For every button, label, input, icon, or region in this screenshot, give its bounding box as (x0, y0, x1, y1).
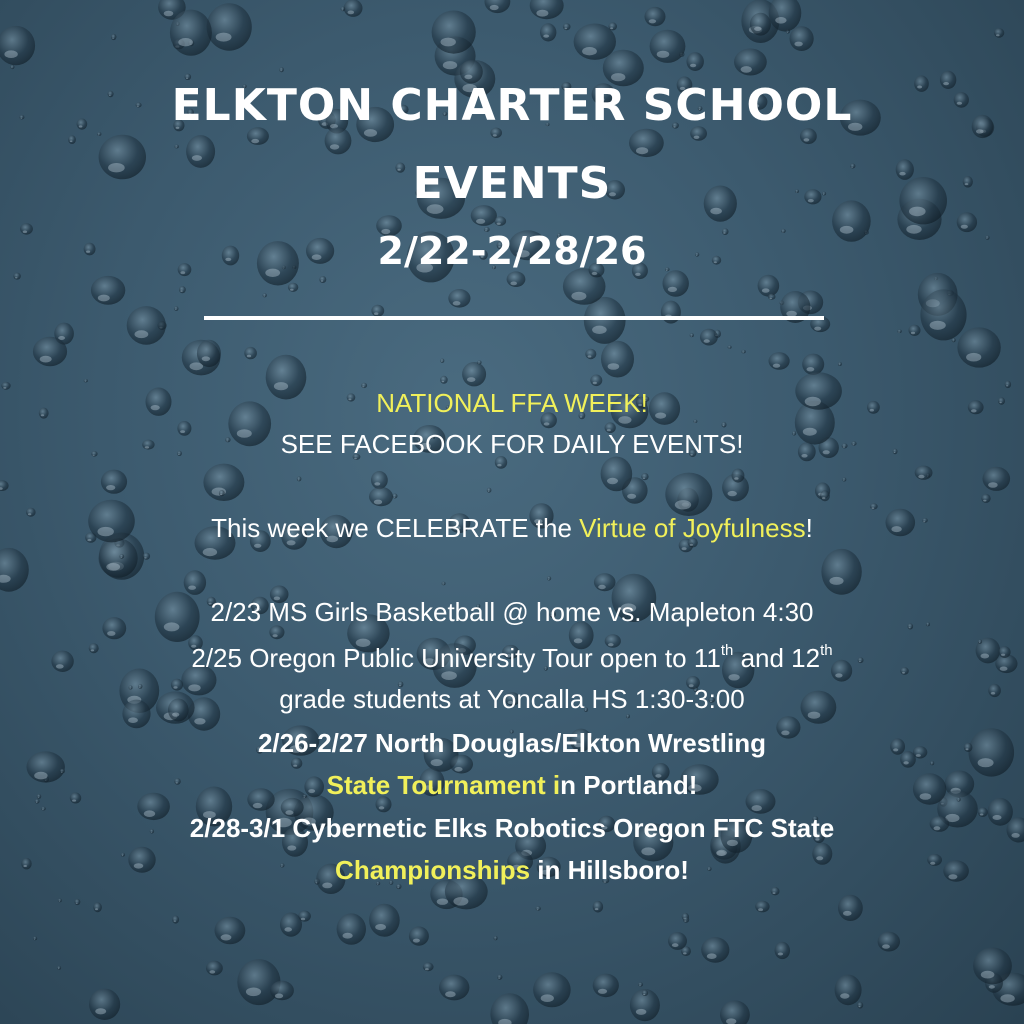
event-basketball: 2/23 MS Girls Basketball @ home vs. Mapleton 4:30 (210, 597, 814, 627)
event-tour-text-2: and 12 (733, 643, 821, 673)
event-tour-sup-1: th (720, 642, 734, 659)
virtue-suffix: ! (805, 513, 813, 543)
divider (204, 316, 824, 320)
title-line-2: EVENTS (412, 158, 612, 209)
event-robotics-highlight: Championships (335, 855, 531, 885)
virtue-prefix: This week we CELEBRATE the (211, 513, 580, 543)
virtue-highlight: Virtue of Joyfulness (579, 513, 806, 543)
event-university-tour (0, 642, 1024, 673)
virtue-line (0, 515, 1024, 541)
event-wrestling: 2/26-2/27 North Douglas/Elkton Wrestling (257, 728, 767, 758)
event-robotics-line-2 (0, 857, 1024, 883)
ffa-week-heading: NATIONAL FFA WEEK! (376, 388, 648, 418)
event-tour-text-1: 2/25 Oregon Public University Tour open to 11 (191, 643, 721, 673)
event-wrestling-highlight: State Tournament i (326, 770, 561, 800)
event-university-tour-line-2: grade students at Yoncalla HS 1:30-3:00 (279, 684, 745, 714)
event-robotics: 2/28-3/1 Cybernetic Elks Robotics Oregon FTC State (189, 813, 835, 843)
facebook-notice: SEE FACEBOOK FOR DAILY EVENTS! (280, 429, 744, 459)
event-robotics-rest: in Hillsboro! (530, 855, 689, 885)
date-range: 2/22-2/28/26 (377, 229, 647, 273)
event-wrestling-rest: n Portland! (560, 770, 698, 800)
event-wrestling-line-2 (0, 772, 1024, 798)
event-tour-sup-2: th (820, 642, 833, 659)
title-line-1: ELKTON CHARTER SCHOOL (171, 80, 853, 131)
